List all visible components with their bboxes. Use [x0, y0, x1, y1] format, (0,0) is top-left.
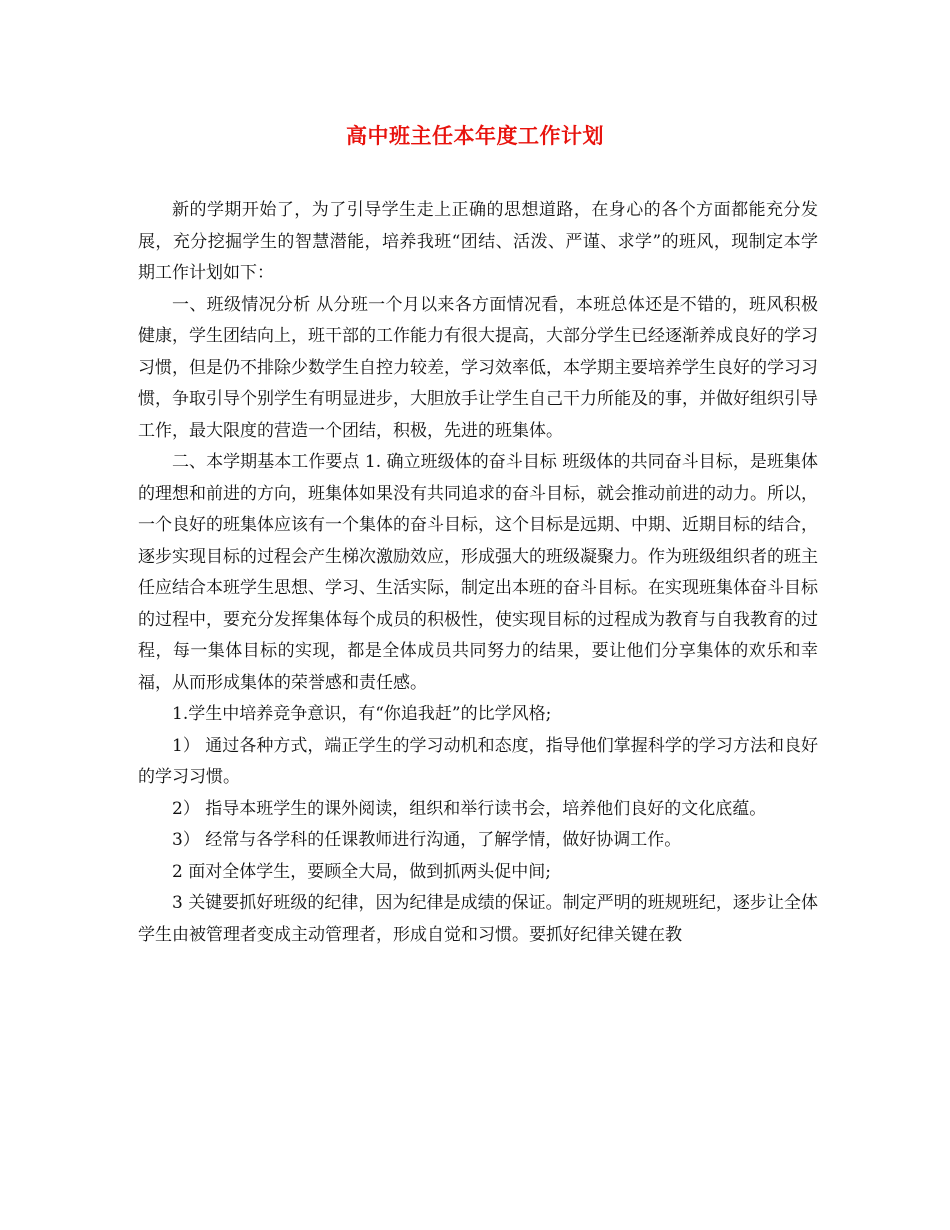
paragraph-item-3: 3 关键要抓好班级的纪律，因为纪律是成绩的保证。制定严明的班规班纪，逐步让全体学生由被管理者变成主动管理者，形成自觉和习惯。要抓好纪律关键在教: [138, 893, 818, 945]
paragraph-intro: 新的学期开始了，为了引导学生走上正确的思想道路，在身心的各个方面都能充分发展，充分挖掘学生的智慧潜能，培养我班“团结、活泼、严谨、求学”的班风，现制定本学期工作计划如下：: [138, 200, 818, 283]
paragraph-class-analysis: 一、班级情况分析 从分班一个月以来各方面情况看，本班总体还是不错的，班风积极健康，学生团结向上，班干部的工作能力有很大提高，大部分学生已经逐渐养成良好的学习习惯，但是仍不排除少数学生自控力较差，学习效率低，本学期主要培养学生良好的学习习惯，争取引导个别学生有明显进步，大胆放手让学生自己干力所能及的事，并做好组织引导工作，最大限度的营造一个团结，积极，先进的班集体。: [138, 294, 818, 441]
paragraph-item-1: 1.学生中培养竞争意识，有“你追我赶”的比学风格;: [172, 704, 552, 724]
paragraph-subitem-1: 1） 通过各种方式，端正学生的学习动机和态度，指导他们掌握科学的学习方法和良好的学习习惯。: [138, 735, 818, 787]
document-title: 高中班主任本年度工作计划: [346, 124, 604, 148]
paragraph-subitem-3: 3） 经常与各学科的任课教师进行沟通，了解学情，做好协调工作。: [172, 830, 682, 850]
paragraph-subitem-2: 2） 指导本班学生的课外阅读，组织和举行读书会，培养他们良好的文化底蕴。: [172, 798, 767, 819]
paragraph-work-points: 二、本学期基本工作要点 1. 确立班级体的奋斗目标 班级体的共同奋斗目标，是班集体的理想和前进的方向，班集体如果没有共同追求的奋斗目标，就会推动前进的动力。所以，一个良好的班集体应该有一个集体的奋斗目标，这个目标是远期、中期、近期目标的结合，逐步实现目标的过程会产生梯次激励效应，形成强大的班级凝聚力。作为班级组织者的班主任应结合本班学生思想、学习、生活实际，制定出本班的奋斗目标。在实现班集体奋斗目标的过程中，要充分发挥集体每个成员的积极性，使实现目标的过程成为教育与自我教育的过程，每一集体目标的实现，都是全体成员共同努力的结果，要让他们分享集体的欢乐和幸福，从而形成集体的荣誉感和责任感。: [138, 452, 818, 693]
document-body: [138, 195, 818, 951]
paragraph-item-2: 2 面对全体学生，要顾全大局，做到抓两头促中间;: [172, 861, 551, 882]
